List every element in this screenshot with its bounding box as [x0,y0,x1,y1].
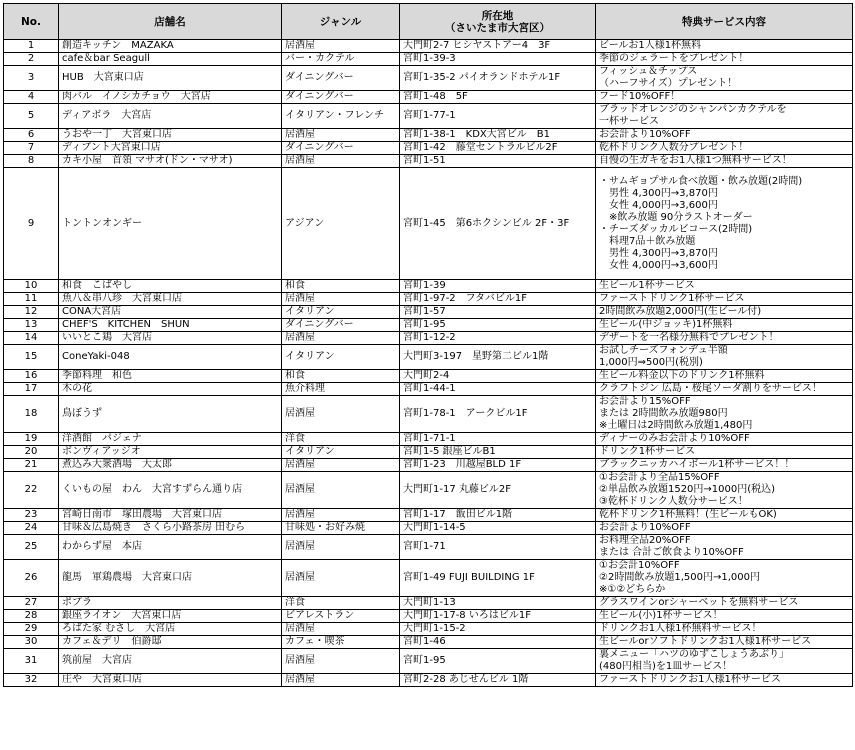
table-row [4,345,853,370]
store-name: いいとこ鶏 大宮店 [59,332,282,345]
store-address: 宮町1-49 FUJI BUILDING 1F [400,560,596,597]
store-no: 31 [4,649,59,674]
store-service: ドリンクお1人様1杯無料サービス！ [596,623,853,636]
header-no: No. [4,4,59,40]
store-no: 11 [4,293,59,306]
store-service: 裏メニュー「ハツのゆずこしょうあぶり」 (480円相当)を1皿サービス！ [596,649,853,674]
store-no: 2 [4,53,59,66]
header-genre: ジャンル [282,4,400,40]
store-genre: 洋食 [282,433,400,446]
store-no: 27 [4,597,59,610]
store-no: 3 [4,66,59,91]
store-genre: カフェ・喫茶 [282,636,400,649]
table-row [4,383,853,396]
store-address: 宮町1-71-1 [400,433,596,446]
header-store-name: 店舗名 [59,4,282,40]
table-row [4,610,853,623]
store-service: お会計より10%OFF [596,522,853,535]
table-row [4,293,853,306]
store-name: カキ小屋 首領 マサオ(ドン・マサオ) [59,155,282,168]
store-address: 宮町1-77-1 [400,104,596,129]
store-name: 肉バル イノシカチョウ 大宮店 [59,91,282,104]
store-address: 宮町1-12-2 [400,332,596,345]
store-service: 生ビール(小)1杯サービス！ [596,610,853,623]
store-name: cafe＆bar Seagull [59,53,282,66]
store-genre: ダイニングバー [282,66,400,91]
store-name: わからず屋 本店 [59,535,282,560]
store-service: お会計より10%OFF [596,129,853,142]
store-name: 銀座ライオン 大宮東口店 [59,610,282,623]
table-row [4,142,853,155]
store-service: ドリンク1杯サービス [596,446,853,459]
store-benefits-table [3,3,853,687]
store-name: 甘味＆広島焼き さくら小路茶房 田むら [59,522,282,535]
store-service: クラフトジン 広島・桜尾ソーダ割りをサービス！ [596,383,853,396]
table-row [4,636,853,649]
store-name: 創造キッチン MAZAKA [59,40,282,53]
store-name: 龍馬 軍鶏農場 大宮東口店 [59,560,282,597]
store-address: 宮町1-39 [400,280,596,293]
store-service: 生ビールorソフトドリンクお1人様1杯サービス [596,636,853,649]
store-no: 26 [4,560,59,597]
store-service: フード10%OFF！ [596,91,853,104]
store-no: 22 [4,472,59,509]
store-address: 大門町1-13 [400,597,596,610]
table-row [4,597,853,610]
store-name: 洋酒館 パジェナ [59,433,282,446]
store-name: ろばた家 むさし 大宮店 [59,623,282,636]
store-address: 大門町1-17 丸藤ビル2F [400,472,596,509]
store-genre: 居酒屋 [282,535,400,560]
store-address: 宮町1-23 川越屋BLD 1F [400,459,596,472]
store-genre: 居酒屋 [282,560,400,597]
store-name: 宮崎日南市 塚田農場 大宮東口店 [59,509,282,522]
store-no: 7 [4,142,59,155]
store-address: 大門町3-197 星野第二ビル1階 [400,345,596,370]
store-no: 28 [4,610,59,623]
store-name: ディアボラ 大宮店 [59,104,282,129]
store-genre: 居酒屋 [282,155,400,168]
table-row [4,40,853,53]
store-no: 16 [4,370,59,383]
table-row [4,66,853,91]
table-row [4,319,853,332]
store-address: 宮町1-95 [400,319,596,332]
store-genre: 和食 [282,280,400,293]
header-address [400,4,596,40]
store-name: トントンオンギー [59,168,282,280]
store-no: 24 [4,522,59,535]
table-row [4,560,853,597]
store-no: 1 [4,40,59,53]
store-genre: 居酒屋 [282,674,400,687]
store-service: お料理全品20%OFF または 合計ご飲食より10%OFF [596,535,853,560]
store-service: 乾杯ドリンク人数分プレゼント！ [596,142,853,155]
table-row [4,649,853,674]
table-row [4,280,853,293]
store-service: 自慢の生ガキをお1人様1つ無料サービス！ [596,155,853,168]
header-address-label: 所在地 [481,9,514,22]
table-row [4,129,853,142]
store-address: 宮町1-48 5F [400,91,596,104]
header-row [4,4,853,40]
store-name: うおや一丁 大宮東口店 [59,129,282,142]
store-no: 15 [4,345,59,370]
store-genre: イタリアン・フレンチ [282,104,400,129]
store-no: 8 [4,155,59,168]
store-no: 18 [4,396,59,433]
store-name: 筑前屋 大宮店 [59,649,282,674]
store-name: くいもの屋 わん 大宮すずらん通り店 [59,472,282,509]
store-service: ディナーのみお会計より10%OFF [596,433,853,446]
store-no: 6 [4,129,59,142]
store-name: HUB 大宮東口店 [59,66,282,91]
store-no: 21 [4,459,59,472]
store-service: 季節のジェラートをプレゼント！ [596,53,853,66]
table-row [4,370,853,383]
store-no: 19 [4,433,59,446]
header-address-sub: （さいたま市大宮区） [445,21,550,34]
store-name: ConeYaki-048 [59,345,282,370]
store-genre: アジアン [282,168,400,280]
store-address: 宮町1-5 銀座ビルB1 [400,446,596,459]
store-genre: ダイニングバー [282,142,400,155]
store-name: 鳥ぼうず [59,396,282,433]
store-name: CONA大宮店 [59,306,282,319]
store-service: ・サムギョプサル食べ放題・飲み放題(2時間) 男性 4,300円→3,870円 女性 4,000円→3,600円 ※飲み放題 90分ラストオーダー ・チーズダッカルビコース(2時間) 料理7品＋飲み放題 男性 4,300円→3,870円 女性 4,000円→3,600円 [596,168,853,280]
table-row [4,168,853,280]
store-name: カフェ＆デリ 伯爵邸 [59,636,282,649]
store-service: 生ビール1杯サービス [596,280,853,293]
table-row [4,332,853,345]
store-address: 宮町1-95 [400,649,596,674]
header-service: 特典サービス内容 [596,4,853,40]
table-row [4,91,853,104]
store-service: ファーストドリンク1杯サービス [596,293,853,306]
store-service: デザートを一名様分無料でプレゼント！ [596,332,853,345]
store-service: 生ビール(中ジョッキ)1杯無料 [596,319,853,332]
store-name: 庄や 大宮東口店 [59,674,282,687]
store-genre: ダイニングバー [282,91,400,104]
table-row [4,535,853,560]
store-no: 14 [4,332,59,345]
store-no: 4 [4,91,59,104]
table-row [4,306,853,319]
store-address: 宮町1-97-2 フタバビル1F [400,293,596,306]
store-address: 宮町1-51 [400,155,596,168]
store-service: ①お会計10%OFF ②2時間飲み放題1,500円→1,000円 ※①②どちらか [596,560,853,597]
store-genre: 居酒屋 [282,40,400,53]
table-row [4,623,853,636]
store-service: お会計より15%OFF または 2時間飲み放題980円 ※土曜日は2時間飲み放題1,480円 [596,396,853,433]
store-genre: 魚介料理 [282,383,400,396]
store-address: 大門町1-14-5 [400,522,596,535]
store-genre: 居酒屋 [282,472,400,509]
store-no: 17 [4,383,59,396]
store-address: 大門町1-17-8 いろはビル1F [400,610,596,623]
store-service: ブラックニッカハイボール1杯サービス！！ [596,459,853,472]
store-name: 季節料理 和色 [59,370,282,383]
store-genre: ダイニングバー [282,319,400,332]
store-genre: 居酒屋 [282,509,400,522]
store-genre: 居酒屋 [282,649,400,674]
table-row [4,433,853,446]
store-address: 宮町2-28 あじせんビル 1階 [400,674,596,687]
store-no: 12 [4,306,59,319]
store-service: ブラッドオレンジのシャンパンカクテルを 一杯サービス [596,104,853,129]
store-name: ボンヴィアッジオ [59,446,282,459]
store-address: 宮町1-17 飯田ビル1階 [400,509,596,522]
store-genre: イタリアン [282,306,400,319]
table-body [4,40,853,687]
store-no: 32 [4,674,59,687]
store-service: 乾杯ドリンク1杯無料！(生ビールもOK) [596,509,853,522]
table-row [4,155,853,168]
table-row [4,396,853,433]
table-row [4,104,853,129]
store-address: 大門町2-4 [400,370,596,383]
store-address: 大門町2-7 ヒシヤストアー4 3F [400,40,596,53]
store-genre: 居酒屋 [282,293,400,306]
store-no: 5 [4,104,59,129]
store-name: ディプント大宮東口店 [59,142,282,155]
store-service: ①お会計より全品15%OFF ②単品飲み放題1520円→1000円(税込) ③乾杯ドリンク人数分サービス！ [596,472,853,509]
store-service: ビールお1人様1杯無料 [596,40,853,53]
store-name: 和食 こばやし [59,280,282,293]
store-address: 宮町1-38-1 KDX大宮ビル B1 [400,129,596,142]
store-address: 大門町1-15-2 [400,623,596,636]
store-name: CHEF'S KITCHEN SHUN [59,319,282,332]
store-genre: 居酒屋 [282,129,400,142]
store-address: 宮町1-57 [400,306,596,319]
store-address: 宮町1-45 第6ホクシンビル 2F・3F [400,168,596,280]
store-genre: 居酒屋 [282,459,400,472]
table-row [4,53,853,66]
table-row [4,446,853,459]
store-address: 宮町1-46 [400,636,596,649]
store-no: 29 [4,623,59,636]
store-no: 30 [4,636,59,649]
store-genre: ビアレストラン [282,610,400,623]
store-no: 13 [4,319,59,332]
store-genre: 居酒屋 [282,332,400,345]
store-genre: イタリアン [282,446,400,459]
store-genre: 和食 [282,370,400,383]
table-row [4,522,853,535]
store-name: 煮込み大衆酒場 大太郎 [59,459,282,472]
table-row [4,509,853,522]
store-address: 宮町1-71 [400,535,596,560]
store-genre: 甘味処・お好み焼 [282,522,400,535]
store-service: フィッシュ＆チップス （ハーフサイズ）プレゼント！ [596,66,853,91]
store-address: 宮町1-42 藤堂セントラルビル2F [400,142,596,155]
store-service: ファーストドリンクお1人様1杯サービス [596,674,853,687]
store-name: 木の花 [59,383,282,396]
store-no: 9 [4,168,59,280]
store-no: 10 [4,280,59,293]
store-genre: 居酒屋 [282,396,400,433]
table-row [4,472,853,509]
store-genre: 洋食 [282,597,400,610]
table-row [4,674,853,687]
table-row [4,459,853,472]
store-address: 宮町1-35-2 パイオランドホテル1F [400,66,596,91]
store-name: ポプラ [59,597,282,610]
store-no: 20 [4,446,59,459]
store-service: お試しチーズフォンデュ半額 1,000円⇒500円(税別) [596,345,853,370]
store-name: 魚八＆串八珍 大宮東口店 [59,293,282,306]
store-no: 25 [4,535,59,560]
store-address: 宮町1-44-1 [400,383,596,396]
store-genre: バー・カクテル [282,53,400,66]
store-service: グラスワインorシャーベットを無料サービス [596,597,853,610]
store-service: 2時間飲み放題2,000円(生ビール付) [596,306,853,319]
store-address: 宮町1-78-1 アークビル1F [400,396,596,433]
store-service: 生ビール料金以下のドリンク1杯無料 [596,370,853,383]
store-genre: 居酒屋 [282,623,400,636]
store-address: 宮町1-39-3 [400,53,596,66]
store-no: 23 [4,509,59,522]
store-genre: イタリアン [282,345,400,370]
